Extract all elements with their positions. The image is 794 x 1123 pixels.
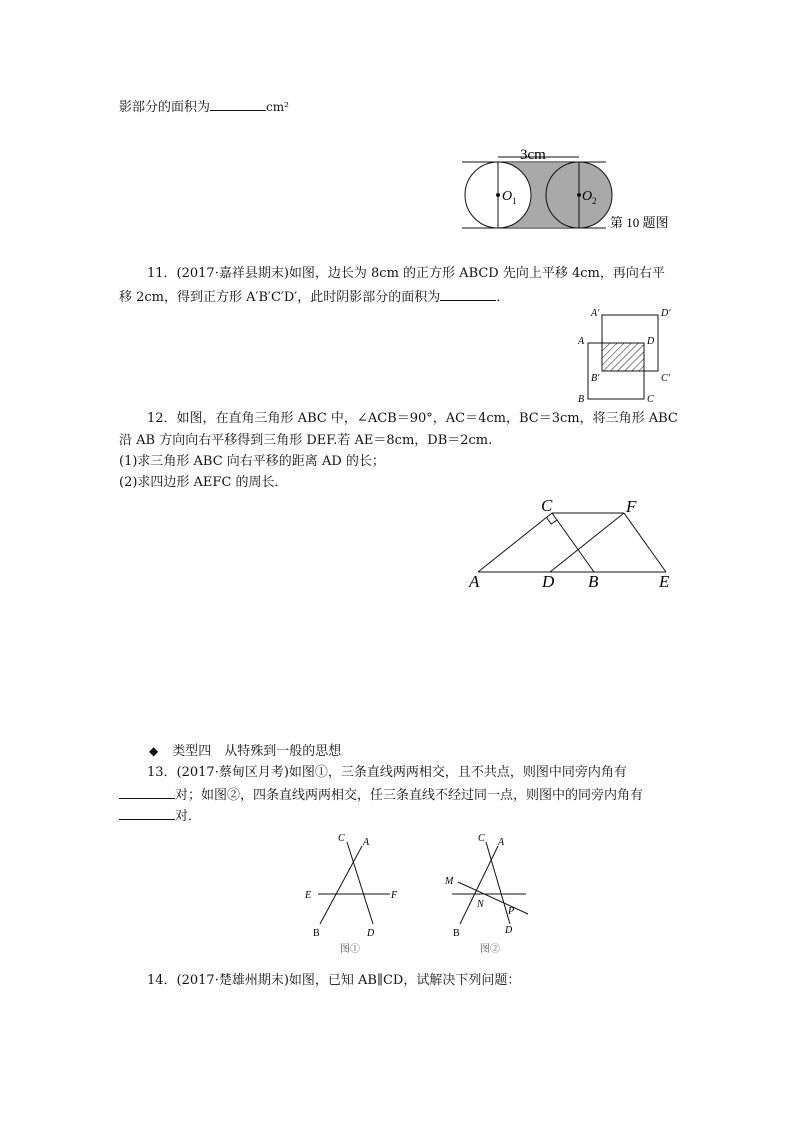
q13-line3 — [119, 807, 201, 826]
q12-line2: 沿 AB 方向向右平移得到三角形 DEF.若 AE＝8cm，DB＝2cm. — [119, 433, 493, 448]
q13-fig2-label-P: P — [508, 906, 515, 917]
q12-label-A: A — [469, 572, 480, 591]
q13-fig2-line-CD — [486, 842, 510, 924]
q13-fig2-label-M: M — [445, 876, 454, 887]
q10-unit: cm² — [266, 100, 289, 114]
section4-title: 类型四 从特殊到一般的思想 — [172, 744, 342, 759]
q12-line1: 12．如图，在直角三角形 ABC 中，∠ACB＝90°，AC＝4cm，BC＝3cm，将三角形 ABC — [147, 411, 678, 426]
q10-prefix: 影部分的面积为 — [119, 100, 211, 115]
q11-label-A: A — [578, 336, 585, 347]
q13-fig2-caption: 图② — [480, 944, 500, 955]
q11-line2-a: 移 2cm，得到正方形 A′B′C′D′，此时阴影部分的面积为 — [119, 290, 441, 305]
diamond-bullet-icon: ◆ — [149, 744, 159, 758]
q13-fig2-label-C: C — [478, 833, 485, 844]
q13-fig1-label-E: E — [305, 890, 312, 901]
q13-figure-1 — [300, 828, 410, 958]
q13-fig1-caption: 图① — [340, 944, 360, 955]
q13-fig1-label-B: B — [313, 928, 320, 939]
q12-label-F: F — [626, 497, 637, 516]
q13-fig2-label-N: N — [477, 899, 484, 910]
q13-line2-b: 对；如图②，四条直线两两相交，任三条直线不经过同一点，则图中的同旁内角有 — [175, 788, 644, 803]
q12-line-FE — [624, 513, 666, 572]
q13-line3-b: 对． — [175, 809, 202, 824]
q13-fig2-label-B: B — [453, 928, 460, 939]
q12-line-DF — [550, 513, 624, 572]
q12-label-E: E — [659, 572, 670, 591]
q13-fig1-label-C: C — [338, 833, 345, 844]
q11-line2-b: ． — [496, 290, 510, 305]
q11-line1: 11．(2017·嘉祥县期末)如图，边长为 8cm 的正方形 ABCD 先向上平移 4cm，再向右平 — [147, 266, 665, 281]
q12-sub1: (1)求三角形 ABC 向右平移的距离 AD 的长； — [119, 454, 385, 469]
q13-fig1-label-F: F — [391, 890, 398, 901]
q13-answer-blank-2[interactable] — [119, 807, 175, 820]
q10-label-o2: $O_2$ — [582, 189, 597, 206]
q11-label-C1: C′ — [661, 373, 670, 384]
q11-label-B1: B′ — [591, 373, 600, 384]
q12-label-C: C — [541, 496, 553, 515]
q13-fig2-line-MP — [458, 882, 528, 914]
q11-shaded-overlap — [602, 343, 644, 371]
q10-text — [119, 98, 289, 117]
q11-figure — [572, 303, 692, 403]
q10-dim-label: 3cm — [520, 147, 546, 163]
q12-label-B: B — [588, 572, 599, 591]
q13-fig1-line-CD — [347, 842, 373, 924]
q10-answer-blank[interactable] — [210, 98, 266, 111]
section4-heading — [149, 742, 341, 761]
q11-answer-blank[interactable] — [440, 288, 496, 301]
q12-line-AC — [478, 513, 552, 572]
q10-figure — [460, 145, 680, 235]
q11-label-C: C — [647, 394, 654, 405]
q13-fig1-line-AB — [320, 846, 362, 924]
q11-line2 — [119, 288, 509, 307]
q13-fig2-label-A: A — [498, 837, 505, 848]
q12-sub2: (2)求四边形 AEFC 的周长． — [119, 475, 288, 490]
q10-point-o1 — [496, 193, 500, 197]
q12-label-D: D — [542, 572, 555, 591]
q14-line1: 14．(2017·楚雄州期末)如图，已知 AB∥CD，试解决下列问题： — [147, 973, 521, 988]
q13-figure-2 — [440, 828, 550, 958]
q10-point-o2 — [577, 193, 581, 197]
q12-right-angle-mark — [547, 517, 557, 524]
q13-fig2-label-D: D — [505, 925, 513, 936]
q13-line2 — [119, 786, 643, 805]
q10-label-o1: $O_1$ — [502, 189, 517, 206]
q11-label-A1: A′ — [591, 308, 600, 319]
q13-answer-blank-1[interactable] — [119, 786, 175, 799]
q10-caption: 第 10 题图 — [610, 215, 669, 230]
q13-fig1-label-D: D — [367, 928, 375, 939]
q11-label-D: D — [647, 336, 655, 347]
q12-figure — [466, 494, 696, 594]
q11-label-D1: D′ — [661, 308, 671, 319]
q13-line1: 13．(2017·蔡甸区月考)如图①，三条直线两两相交，且不共点，则图中同旁内角有 — [147, 765, 627, 780]
q11-label-B: B — [578, 394, 585, 405]
q13-fig1-label-A: A — [363, 837, 370, 848]
